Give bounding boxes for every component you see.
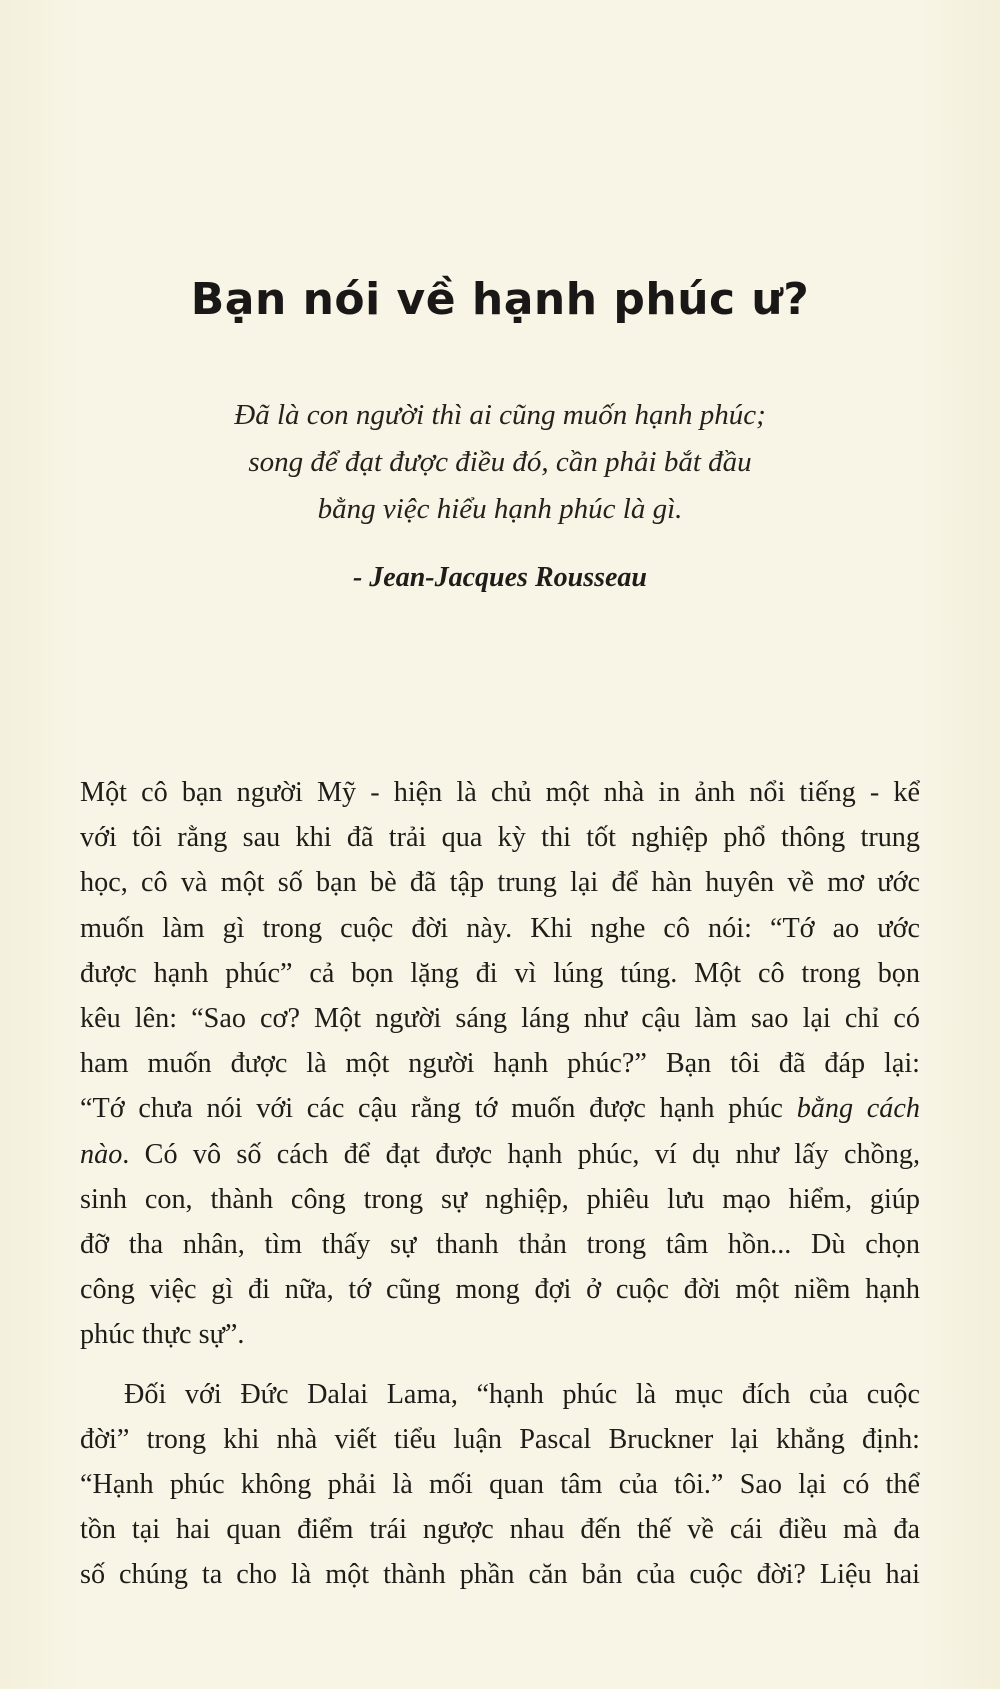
text-line: phúc thực sự”. [80,1319,245,1351]
epigraph-line: Đã là con người thì ai cũng muốn hạnh phúc; [234,399,766,431]
text-segment: “Tớ chưa nói với các cậu rằng tớ muốn được hạnh phúc [80,1093,783,1125]
epigraph-quote [140,392,860,533]
paragraph-2 [80,1372,920,1598]
paragraph-1 [80,770,920,1358]
text-line: Một cô bạn người Mỹ - hiện là chủ một nhà in ảnh nổi tiếng - kể [80,777,920,808]
text-line: công việc gì đi nữa, tớ cũng mong đợi ở cuộc đời một niềm hạnh [80,1274,920,1306]
text-segment: . Có vô số cách để đạt được hạnh phúc, ví dụ như lấy chồng, [122,1138,920,1170]
text-line: số chúng ta cho là một thành phần căn bản của cuộc đời? Liệu hai [80,1559,920,1591]
epigraph-line: song để đạt được điều đó, cần phải bắt đầu [248,446,752,478]
text-line: được hạnh phúc” cả bọn lặng đi vì lúng túng. Một cô trong bọn [80,957,920,989]
text-line: tồn tại hai quan điểm trái ngược nhau đến thế về cái điều mà đa [80,1514,920,1546]
italic-emphasis: bằng cách [796,1093,921,1125]
text-line: đời” trong khi nhà viết tiểu luận Pascal Bruckner lại khẳng định: [80,1423,920,1455]
text-line: kêu lên: “Sao cơ? Một người sáng láng như cậu làm sao lại chỉ có [80,1003,920,1035]
text-line: học, cô và một số bạn bè đã tập trung lại để hàn huyên về mơ ước [80,867,920,899]
text-line: Đối với Đức Dalai Lama, “hạnh phúc là mục đích của cuộc [124,1378,920,1410]
epigraph-line: bằng việc hiểu hạnh phúc là gì. [317,493,683,525]
text-line: “Hạnh phúc không phải là mối quan tâm của tôi.” Sao lại có thể [80,1469,920,1501]
text-line: với tôi rằng sau khi đã trải qua kỳ thi tốt nghiệp phổ thông trung [80,822,920,854]
body-text [80,770,920,1598]
text-line [80,1086,920,1131]
text-line: sinh con, thành công trong sự nghiệp, phiêu lưu mạo hiểm, giúp [80,1183,920,1215]
text-line: muốn làm gì trong cuộc đời này. Khi nghe cô nói: “Tớ ao ước [80,912,920,944]
text-line: ham muốn được là một người hạnh phúc?” Bạn tôi đã đáp lại: [80,1048,920,1080]
italic-emphasis: nào [80,1138,123,1170]
chapter-title: Bạn nói về hạnh phúc ư? [190,274,810,325]
epigraph-attribution: - Jean-Jacques Rousseau [352,562,647,593]
text-line [80,1132,920,1177]
text-line: đỡ tha nhân, tìm thấy sự thanh thản trong tâm hồn... Dù chọn [80,1229,920,1261]
